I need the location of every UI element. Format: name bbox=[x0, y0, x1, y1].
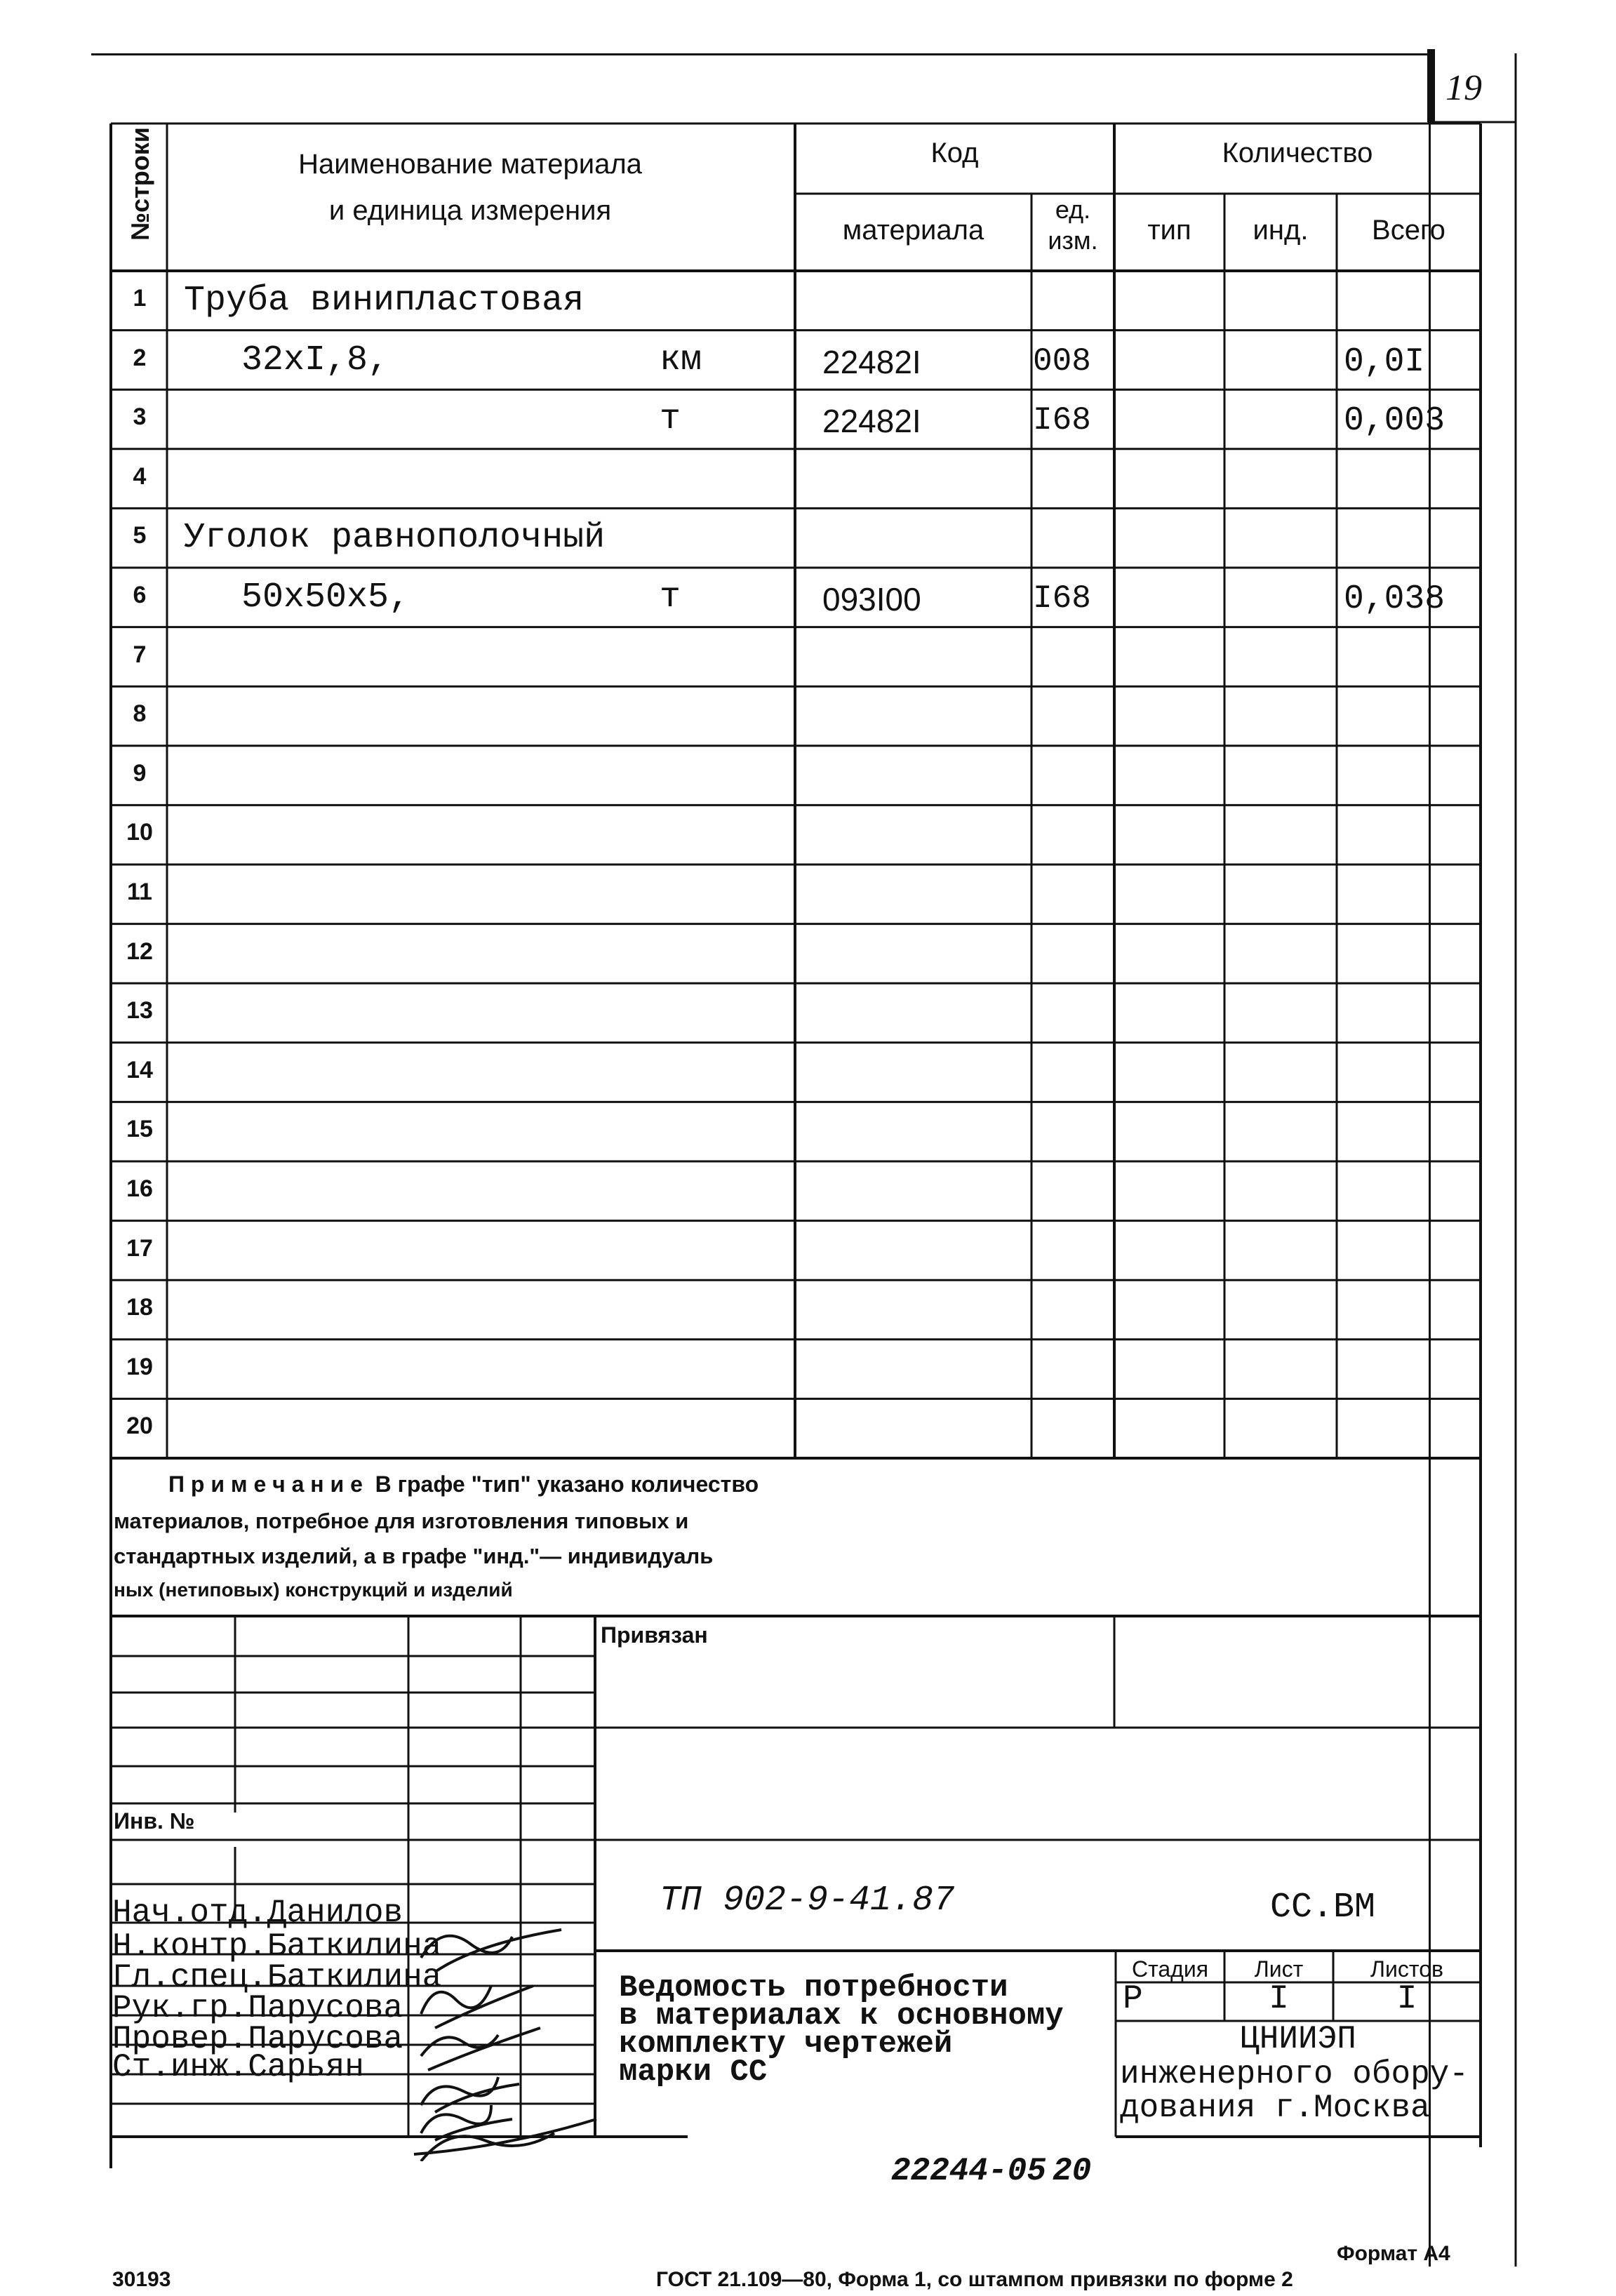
stage-label: Стадия bbox=[1131, 1956, 1209, 1982]
material-name: Труба винипластовая bbox=[184, 281, 585, 321]
privyazan-label: Привязан bbox=[601, 1622, 708, 1648]
row-number: 16 bbox=[126, 1175, 153, 1202]
person-role: Нач.отд. bbox=[112, 1895, 267, 1931]
note-line-3: стандартных изделий, а в графе "инд."— индивидуаль bbox=[114, 1544, 714, 1568]
row-number: 1 bbox=[133, 285, 147, 312]
person-name: Баткилина bbox=[267, 1928, 442, 1965]
row-number: 7 bbox=[133, 641, 147, 668]
title-line-2: в материалах к основному bbox=[619, 1998, 1064, 2034]
code-header: Код bbox=[930, 138, 979, 168]
format-label: Формат А4 bbox=[1337, 2242, 1450, 2265]
material-name: 50х50х5, bbox=[241, 578, 410, 618]
unit-code: I68 bbox=[1033, 580, 1091, 617]
material-code: 22482I bbox=[822, 403, 921, 440]
person-name: Парусова bbox=[248, 2021, 403, 2057]
title-line-3: комплекту чертежей bbox=[619, 2027, 953, 2062]
material-name: Уголок равнополочный bbox=[184, 518, 606, 559]
unit-label: т bbox=[660, 578, 681, 618]
row-number: 2 bbox=[133, 344, 147, 371]
qty-total-header: Всего bbox=[1372, 215, 1445, 246]
stage-value: Р bbox=[1123, 1980, 1143, 2018]
row-number: 10 bbox=[126, 819, 153, 846]
inv-no-label: Инв. № bbox=[114, 1808, 195, 1834]
person-name: Баткилина bbox=[267, 1959, 442, 1996]
unit-code: I68 bbox=[1033, 402, 1091, 439]
row-number: 4 bbox=[133, 462, 147, 490]
total-qty: 0,038 bbox=[1344, 580, 1445, 618]
org-line-1: ЦНИИЭП bbox=[1240, 2021, 1356, 2057]
person-role: Н.контр. bbox=[112, 1928, 267, 1965]
name-header-line2: и единица измерения bbox=[328, 195, 612, 226]
unit-code: 008 bbox=[1033, 342, 1091, 380]
code-material-header: материала bbox=[842, 215, 984, 246]
name-header-line1: Наименование материала bbox=[298, 149, 642, 180]
person-role: Гл.спец. bbox=[112, 1959, 267, 1996]
note-line-1: П р и м е ч а н и е В графе "тип" указано количество bbox=[168, 1471, 759, 1497]
person-role: Провер. bbox=[112, 2021, 248, 2057]
gost-line: ГОСТ 21.109—80, Форма 1, со штампом привязки по форме 2 bbox=[656, 2268, 1293, 2291]
row-no-header: №строки bbox=[126, 127, 154, 241]
unit-label: км bbox=[660, 340, 702, 380]
sheets-value: I bbox=[1396, 1980, 1417, 2018]
row-number: 8 bbox=[133, 700, 147, 728]
material-code: 093I00 bbox=[822, 581, 921, 618]
title-line-4: марки СС bbox=[619, 2055, 768, 2090]
row-number: 18 bbox=[126, 1294, 153, 1321]
mark-code: СС.ВМ bbox=[1270, 1888, 1376, 1928]
code-unit-header-1: ед. bbox=[1055, 195, 1091, 224]
row-number: 6 bbox=[133, 582, 147, 608]
row-number: 15 bbox=[126, 1116, 153, 1143]
org-line-2: инженерного обору- bbox=[1120, 2056, 1469, 2093]
person-role: Ст.инж. bbox=[112, 2049, 248, 2085]
row-number: 5 bbox=[133, 522, 147, 549]
row-number: 14 bbox=[126, 1056, 153, 1083]
row-number: 12 bbox=[126, 937, 153, 965]
material-name: 32хI,8, bbox=[241, 340, 389, 380]
quantity-header: Количество bbox=[1222, 138, 1373, 168]
page-number: 19 bbox=[1445, 68, 1482, 108]
signature-scribbles bbox=[393, 1895, 603, 2161]
sheets-label: Листов bbox=[1370, 1956, 1443, 1982]
qty-ind-header: инд. bbox=[1253, 215, 1309, 246]
row-number: 11 bbox=[127, 879, 152, 905]
stamp-person bbox=[112, 1895, 403, 1931]
person-name: Данилов bbox=[267, 1895, 403, 1931]
row-number: 17 bbox=[126, 1234, 153, 1262]
row-number: 20 bbox=[126, 1413, 153, 1440]
archive-number: 22244-05 bbox=[891, 2153, 1046, 2189]
total-qty: 0,003 bbox=[1344, 402, 1445, 441]
material-code: 22482I bbox=[822, 343, 921, 380]
row-number: 13 bbox=[126, 997, 153, 1024]
code-unit-header-2: изм. bbox=[1048, 226, 1098, 255]
title-line-1: Ведомость потребности bbox=[619, 1970, 1008, 2005]
left-code: 30193 bbox=[112, 2268, 171, 2291]
row-number: 3 bbox=[133, 403, 147, 431]
person-role: Рук.гр. bbox=[112, 1990, 248, 2027]
person-name: Парусова bbox=[248, 1990, 403, 2027]
sheet-value: I bbox=[1269, 1980, 1289, 2018]
archive-page: 20 bbox=[1053, 2153, 1092, 2189]
sheet-label: Лист bbox=[1254, 1956, 1304, 1982]
person-name: Сарьян bbox=[248, 2049, 364, 2085]
unit-label: т bbox=[660, 399, 681, 440]
row-number: 9 bbox=[133, 759, 147, 787]
doc-code: ТП 902-9-41.87 bbox=[660, 1881, 955, 1921]
row-number: 19 bbox=[126, 1353, 153, 1380]
note-line-2: материалов, потребное для изготовления типовых и bbox=[114, 1509, 689, 1533]
note-line-4: ных (нетиповых) конструкций и изделий bbox=[114, 1579, 513, 1601]
stamp-person bbox=[112, 2049, 364, 2085]
org-line-3: дования г.Москва bbox=[1120, 2090, 1430, 2126]
qty-type-header: тип bbox=[1147, 215, 1191, 246]
total-qty: 0,0I bbox=[1344, 342, 1425, 381]
